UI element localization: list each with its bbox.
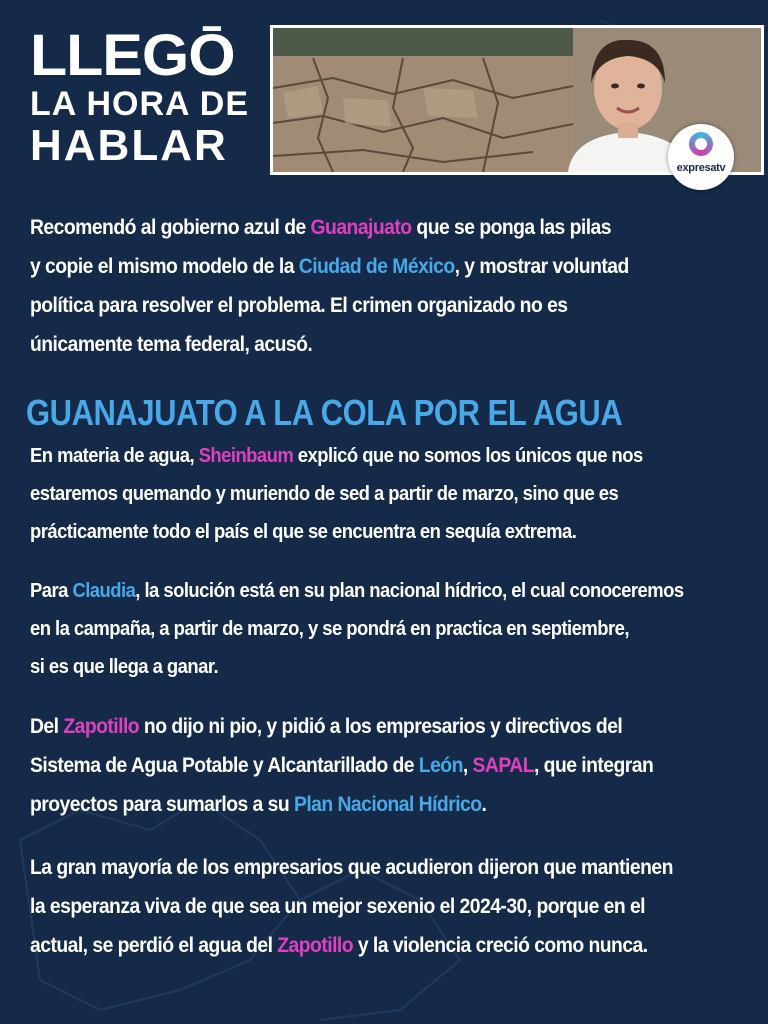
expresa-tv-logo <box>668 124 734 190</box>
p1-line-3: prácticamente todo el país el que se encuentra en sequía extrema. <box>30 520 577 543</box>
p3-line-3 <box>30 785 750 824</box>
paragraph-1 <box>30 437 750 551</box>
logo-text: expresatv <box>676 162 726 174</box>
intro-line-2 <box>30 247 750 286</box>
text: actual, se perdió el agua del <box>30 933 278 957</box>
highlight-sheinbaum: Sheinbaum <box>198 444 294 467</box>
text: no dijo ni pio, y pidió a los empresarios y directivos del <box>139 714 623 738</box>
text: En materia de agua, <box>30 444 199 467</box>
text: , la solución está en su plan nacional hídrico, el cual conoceremos <box>135 579 684 602</box>
paragraph-3 <box>30 707 750 824</box>
intro-line-3: política para resolver el problema. El crimen organizado no es <box>30 293 568 317</box>
text: Del <box>30 714 64 738</box>
text: y copie el mismo modelo de la <box>30 254 299 278</box>
p1-line-1 <box>30 437 750 475</box>
text: proyectos para sumarlos a su <box>30 792 294 816</box>
highlight-guanajuato: Guanajuato <box>310 215 412 239</box>
text: Sistema de Agua Potable y Alcantarillado de <box>30 753 419 777</box>
highlight-cdmx: Ciudad de México <box>298 254 455 278</box>
text: y la violencia creció como nunca. <box>353 933 648 957</box>
highlight-zapotillo: Zapotillo <box>63 714 140 738</box>
text: explicó que no somos los únicos que nos <box>293 444 643 467</box>
intro-line-1 <box>30 208 750 247</box>
highlight-zapotillo: Zapotillo <box>277 933 354 957</box>
logo-ring-icon <box>689 132 713 156</box>
text: , que integran <box>534 753 654 777</box>
text: . <box>481 792 487 816</box>
p3-line-2 <box>30 746 750 785</box>
highlight-leon: León <box>418 753 463 777</box>
p4-line-2: la esperanza viva de que sea un mejor sexenio el 2024-30, porque en el <box>30 894 646 918</box>
text: Recomendó al gobierno azul de <box>30 215 311 239</box>
highlight-claudia: Claudia <box>72 579 136 602</box>
paragraph-2 <box>30 572 750 686</box>
intro-line-4: únicamente tema federal, acusó. <box>30 332 313 356</box>
text: , <box>462 753 473 777</box>
p4-line-3 <box>30 926 750 965</box>
brand-title <box>30 23 260 170</box>
p1-line-2: estaremos quemando y muriendo de sed a partir de marzo, sino que es <box>30 482 619 505</box>
p4-line-1: La gran mayoría de los empresarios que acudieron dijeron que mantienen <box>30 855 673 879</box>
text: Para <box>30 579 73 602</box>
brand-line-2: LA HORA DE <box>30 85 250 123</box>
brand-line-1: LLEGŌ <box>30 23 235 88</box>
section-heading: GUANAJUATO A LA COLA POR EL AGUA <box>26 392 623 433</box>
text: que se ponga las pilas <box>411 215 612 239</box>
highlight-plan-nacional: Plan Nacional Hídrico <box>293 792 482 816</box>
p2-line-3: si es que llega a ganar. <box>30 655 219 678</box>
intro-paragraph <box>30 208 750 364</box>
p2-line-2: en la campaña, a partir de marzo, y se pondrá en practica en septiembre, <box>30 617 629 640</box>
paragraph-4 <box>30 848 750 965</box>
brand-line-3: HABLAR <box>30 121 228 170</box>
p2-line-1 <box>30 572 750 610</box>
p3-line-1 <box>30 707 750 746</box>
text: , y mostrar voluntad <box>454 254 629 278</box>
highlight-sapal: SAPAL <box>472 753 534 777</box>
